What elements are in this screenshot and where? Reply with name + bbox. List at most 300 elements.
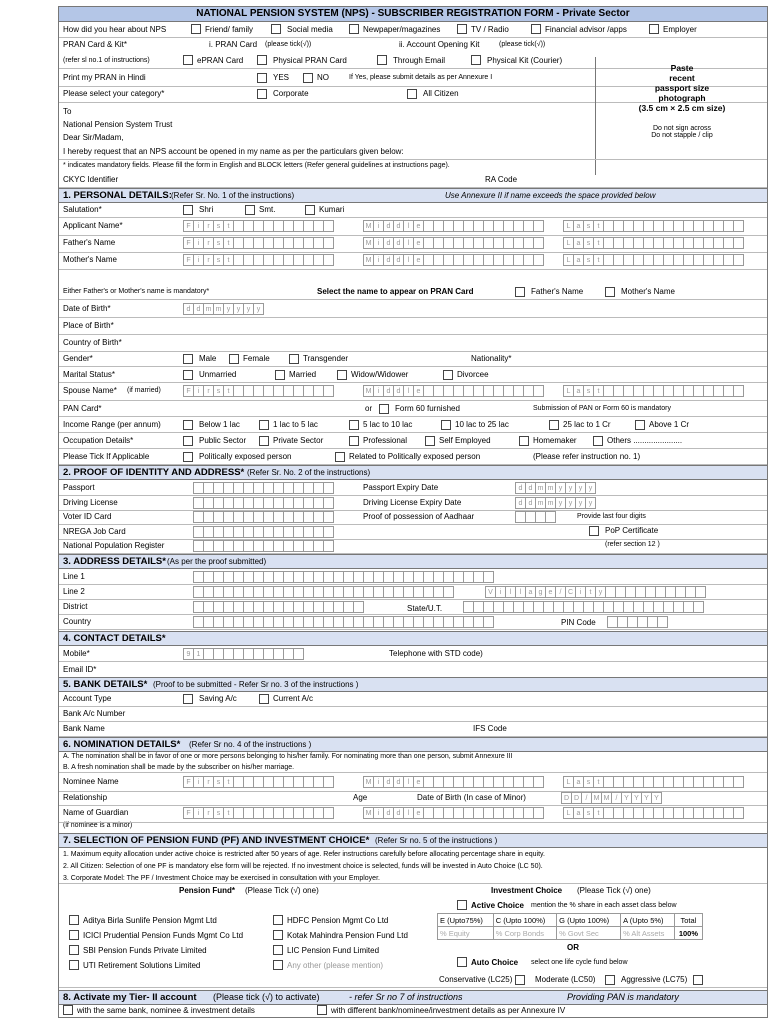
char-cell[interactable]: Y [641,792,652,804]
char-cell[interactable]: M [363,220,374,232]
char-cell[interactable]: F [183,237,194,249]
mobile-cells[interactable] [183,648,303,660]
occ-public-checkbox[interactable] [183,436,193,446]
char-cell[interactable]: m [545,497,556,509]
char-cell[interactable]: y [575,497,586,509]
tier2-diff-checkbox[interactable] [317,1005,327,1015]
asset-input[interactable]: % Govt Sec [557,927,621,940]
char-cell[interactable]: d [393,220,404,232]
expiry-cells[interactable] [515,497,595,509]
address-cells[interactable] [193,601,363,613]
char-cell[interactable]: t [223,385,234,397]
village-cells[interactable] [485,586,705,598]
heard-employer-checkbox[interactable] [649,24,659,34]
char-cell[interactable]: D [561,792,572,804]
char-cell[interactable]: i [193,385,204,397]
aadhaar-last4: Provide last four digits [577,513,646,520]
rpep-checkbox[interactable] [335,452,345,462]
char-cell[interactable] [323,776,334,788]
char-cell[interactable]: i [373,385,384,397]
occ-private-checkbox[interactable] [259,436,269,446]
occ-homemaker-checkbox[interactable] [519,436,529,446]
expiry-cells[interactable] [515,482,595,494]
section-4-title: 4. CONTACT DETAILS* [63,633,166,644]
char-cell[interactable]: e [413,776,424,788]
char-cell[interactable]: y [243,303,254,315]
char-cell[interactable]: s [213,776,224,788]
char-cell[interactable]: F [183,385,194,397]
name-cells[interactable] [363,807,543,819]
dl-expiry-label: Driving License Expiry Date [363,498,462,507]
poi-cells[interactable] [193,482,333,494]
char-cell[interactable] [533,254,544,266]
char-cell[interactable] [733,807,744,819]
char-cell[interactable] [323,385,334,397]
char-cell[interactable] [733,254,744,266]
char-cell[interactable] [733,385,744,397]
char-cell[interactable] [293,648,304,660]
occ-self-checkbox[interactable] [425,436,435,446]
asset-table [437,913,703,940]
address-cells[interactable] [193,586,453,598]
asset-input[interactable]: % Equity [438,927,494,940]
char-cell[interactable]: d [393,776,404,788]
char-cell[interactable]: y [575,482,586,494]
char-cell[interactable]: y [565,497,576,509]
char-cell[interactable]: e [413,385,424,397]
asset-input[interactable]: % Corp Bonds [493,927,556,940]
char-cell[interactable]: s [213,237,224,249]
char-cell[interactable]: i [373,807,384,819]
char-cell[interactable]: s [583,776,594,788]
income-6-checkbox[interactable] [635,420,645,430]
char-cell[interactable]: a [573,254,584,266]
section-1-title: 1. PERSONAL DETAILS: [63,190,172,201]
char-cell[interactable]: Y [621,792,632,804]
char-cell[interactable] [323,807,334,819]
char-cell[interactable]: t [593,807,604,819]
char-cell[interactable]: y [233,303,244,315]
unmarried-checkbox[interactable] [183,370,193,380]
occ-others-checkbox[interactable] [593,436,603,446]
name-cells[interactable] [183,776,333,788]
pf-note-2: 2. All Citizen: Selection of one PF is mandatory else form will be rejected. If no investment choice is selected, funds will be invested in Auto Choice (LC 50). [63,863,543,870]
kumari-checkbox[interactable] [305,205,315,215]
char-cell[interactable]: l [403,776,414,788]
char-cell[interactable]: t [223,776,234,788]
occ-opt: Homemaker [533,436,577,445]
address-cells[interactable] [193,616,493,628]
physical-pran-checkbox[interactable] [257,55,267,65]
pep-checkbox[interactable] [183,452,193,462]
section-3-title: 3. ADDRESS DETAILS* [63,556,166,567]
lc50-checkbox[interactable] [605,975,615,985]
name-cells[interactable] [183,237,333,249]
char-cell[interactable]: 9 [183,648,194,660]
heard-friend-checkbox[interactable] [191,24,201,34]
passport-expiry-label: Passport Expiry Date [363,483,439,492]
poi-cells[interactable] [193,511,333,523]
name-cells[interactable] [363,237,543,249]
name-cells[interactable] [363,220,543,232]
char-cell[interactable]: i [373,220,384,232]
char-cell[interactable]: M [591,792,602,804]
char-cell[interactable]: d [515,482,526,494]
char-cell[interactable]: M [363,807,374,819]
char-cell[interactable] [443,586,454,598]
char-cell[interactable]: s [583,254,594,266]
name-cells[interactable] [563,776,743,788]
char-cell[interactable]: y [223,303,234,315]
char-cell[interactable]: t [593,220,604,232]
char-cell[interactable]: d [393,385,404,397]
char-cell[interactable]: l [515,586,526,598]
char-cell[interactable]: r [203,807,214,819]
char-cell[interactable]: s [583,220,594,232]
char-cell[interactable]: r [203,385,214,397]
char-cell[interactable]: i [373,776,384,788]
category-opt: All Citizen [423,89,459,98]
pran-opt: Physical PRAN Card [273,56,347,65]
corporate-checkbox[interactable] [257,89,267,99]
widow-checkbox[interactable] [337,370,347,380]
shri-checkbox[interactable] [183,205,193,215]
char-cell[interactable]: l [403,220,414,232]
char-cell[interactable]: i [495,586,506,598]
name-cells[interactable] [183,220,333,232]
char-cell[interactable]: d [383,385,394,397]
char-cell[interactable]: y [555,482,566,494]
fund-checkbox[interactable] [273,930,283,940]
char-cell[interactable]: Y [631,792,642,804]
char-cell[interactable]: s [213,807,224,819]
asset-input[interactable]: % Alt Assets [621,927,675,940]
char-cell[interactable]: i [193,807,204,819]
dob-label: Date of Birth* [63,304,111,313]
female-checkbox[interactable] [229,354,239,364]
char-cell[interactable] [695,586,706,598]
char-cell[interactable]: l [403,254,414,266]
char-cell[interactable]: g [535,586,546,598]
char-cell[interactable] [323,220,334,232]
char-cell[interactable]: s [583,385,594,397]
char-cell[interactable] [323,254,334,266]
hindi-no-checkbox[interactable] [303,73,313,83]
char-cell[interactable]: d [525,482,536,494]
char-cell[interactable]: t [585,586,596,598]
char-cell[interactable]: i [193,237,204,249]
char-cell[interactable]: / [611,792,622,804]
poi-label: National Population Register [63,541,165,550]
char-cell[interactable]: y [585,497,596,509]
char-cell[interactable]: i [373,254,384,266]
char-cell[interactable]: d [383,807,394,819]
char-cell[interactable]: e [413,254,424,266]
char-cell[interactable]: M [363,776,374,788]
char-cell[interactable] [733,237,744,249]
lc25-checkbox[interactable] [515,975,525,985]
lc75-checkbox[interactable] [693,975,703,985]
occ-professional-checkbox[interactable] [349,436,359,446]
char-cell[interactable]: C [565,586,576,598]
saving-checkbox[interactable] [183,694,193,704]
char-cell[interactable]: l [403,237,414,249]
char-cell[interactable]: d [393,254,404,266]
bank-name-label: Bank Name [63,724,105,733]
male-checkbox[interactable] [183,354,193,364]
nomination-a: A. The nomination shall be in favor of one or more persons belonging to his/her family. For nominating more than one person, submit Annexure III [63,753,513,760]
char-cell[interactable]: m [545,482,556,494]
char-cell[interactable]: M [363,254,374,266]
char-cell[interactable]: m [213,303,224,315]
char-cell[interactable]: a [573,807,584,819]
char-cell[interactable]: 1 [193,648,204,660]
name-cells[interactable] [563,220,743,232]
char-cell[interactable]: i [193,254,204,266]
char-cell[interactable]: m [203,303,214,315]
char-cell[interactable]: s [213,385,224,397]
heard-news-checkbox[interactable] [349,24,359,34]
form60-checkbox[interactable] [379,404,389,414]
char-cell[interactable]: L [563,220,574,232]
char-cell[interactable]: F [183,254,194,266]
poi-cells[interactable] [193,540,333,552]
current-checkbox[interactable] [259,694,269,704]
income-3-checkbox[interactable] [349,420,359,430]
char-cell[interactable] [323,540,334,552]
char-cell[interactable]: r [203,776,214,788]
char-cell[interactable]: e [413,237,424,249]
char-cell[interactable]: d [183,303,194,315]
char-cell[interactable] [323,497,334,509]
tier2-same-label: with the same bank, nominee & investment details [77,1006,255,1015]
char-cell[interactable]: d [393,807,404,819]
fund-checkbox[interactable] [69,930,79,940]
char-cell[interactable]: L [563,254,574,266]
char-cell[interactable]: V [485,586,496,598]
char-cell[interactable] [733,220,744,232]
all-citizen-checkbox[interactable] [407,89,417,99]
char-cell[interactable]: t [593,385,604,397]
aadhaar-cells[interactable] [515,511,555,523]
char-cell[interactable]: t [593,237,604,249]
char-cell[interactable] [323,237,334,249]
poi-cells[interactable] [193,526,333,538]
char-cell[interactable]: D [571,792,582,804]
fund-checkbox[interactable] [69,945,79,955]
pin-cells[interactable] [607,616,667,628]
char-cell[interactable]: t [223,237,234,249]
fund-checkbox[interactable] [273,960,283,970]
fund-checkbox[interactable] [273,915,283,925]
father-name-checkbox[interactable] [515,287,525,297]
char-cell[interactable] [545,511,556,523]
char-cell[interactable]: M [601,792,612,804]
char-cell[interactable]: y [595,586,606,598]
char-cell[interactable]: L [563,237,574,249]
fund-name: ICICI Prudential Pension Funds Mgmt Co Ltd [83,931,244,940]
char-cell[interactable] [483,571,494,583]
char-cell[interactable]: t [593,254,604,266]
section-5-title: 5. BANK DETAILS* [63,679,148,690]
fund-checkbox[interactable] [69,915,79,925]
pob-label: Place of Birth* [63,321,114,330]
email-label: Email ID* [63,665,97,674]
char-cell[interactable]: / [555,586,566,598]
char-cell[interactable]: y [585,482,596,494]
char-cell[interactable]: s [583,237,594,249]
name-cells[interactable] [563,254,743,266]
aadhaar-label: Proof of possession of Aadhaar [363,512,475,521]
char-cell[interactable]: y [565,482,576,494]
char-cell[interactable]: s [583,807,594,819]
char-cell[interactable]: l [505,586,516,598]
auto-choice-checkbox[interactable] [457,957,467,967]
char-cell[interactable]: r [203,237,214,249]
income-opt: 1 lac to 5 lac [273,420,318,429]
char-cell[interactable]: i [193,776,204,788]
heard-tv-checkbox[interactable] [457,24,467,34]
spouse-cells[interactable] [363,385,543,397]
section-2-sub: (Refer Sr. No. 2 of the instructions) [247,468,371,477]
char-cell[interactable] [483,616,494,628]
char-cell[interactable]: t [593,776,604,788]
heard-advisor-checkbox[interactable] [531,24,541,34]
char-cell[interactable]: m [535,497,546,509]
char-cell[interactable]: r [203,220,214,232]
char-cell[interactable]: d [383,776,394,788]
char-cell[interactable]: a [525,586,536,598]
char-cell[interactable]: Y [651,792,662,804]
char-cell[interactable]: i [193,220,204,232]
char-cell[interactable]: d [193,303,204,315]
char-cell[interactable]: t [223,807,234,819]
char-cell[interactable] [657,616,668,628]
photo-text: (3.5 cm × 2.5 cm size) [638,103,726,113]
poi-cells[interactable] [193,497,333,509]
income-1-checkbox[interactable] [183,420,193,430]
name-cells[interactable] [563,237,743,249]
dob-cells[interactable] [183,303,263,315]
char-cell[interactable]: s [213,220,224,232]
char-cell[interactable]: d [515,497,526,509]
name-cells[interactable] [363,776,543,788]
income-2-checkbox[interactable] [259,420,269,430]
char-cell[interactable] [323,511,334,523]
char-cell[interactable]: F [183,220,194,232]
photo-text: passport size [654,83,710,93]
fund-name: Aditya Birla Sunlife Pension Mgmt Ltd [83,916,217,925]
epran-checkbox[interactable] [183,55,193,65]
char-cell[interactable] [733,776,744,788]
address-cells[interactable] [193,571,493,583]
name-cells[interactable] [183,254,333,266]
char-cell[interactable] [693,601,704,613]
active-note: mention the % share in each asset class below [531,902,677,909]
char-cell[interactable] [533,776,544,788]
char-cell[interactable]: t [223,220,234,232]
transgender-checkbox[interactable] [289,354,299,364]
char-cell[interactable]: a [573,385,584,397]
char-cell[interactable]: l [403,385,414,397]
char-cell[interactable]: F [183,807,194,819]
poi-label: Driving License [63,497,118,507]
char-cell[interactable]: e [545,586,556,598]
pf-note-1: 1. Maximum equity allocation under active choice is restricted after 50 years of age. Refer instructions carefully before allocating percentage share in equity. [63,851,545,858]
active-choice-checkbox[interactable] [457,900,467,910]
char-cell[interactable]: t [223,254,234,266]
char-cell[interactable]: i [575,586,586,598]
char-cell[interactable]: F [183,776,194,788]
state-cells[interactable] [463,601,703,613]
char-cell[interactable]: d [383,220,394,232]
char-cell[interactable]: L [563,807,574,819]
char-cell[interactable]: y [253,303,264,315]
tier2-same-checkbox[interactable] [63,1005,73,1015]
char-cell[interactable]: a [573,237,584,249]
char-cell[interactable]: a [573,776,584,788]
char-cell[interactable]: L [563,385,574,397]
char-cell[interactable]: l [403,807,414,819]
name-cells[interactable] [183,807,333,819]
smt-checkbox[interactable] [245,205,255,215]
char-cell[interactable]: m [535,482,546,494]
char-cell[interactable] [323,482,334,494]
heard-opt: TV / Radio [471,25,509,34]
name-cells[interactable] [363,254,543,266]
char-cell[interactable]: M [363,237,374,249]
char-cell[interactable]: e [413,220,424,232]
char-cell[interactable] [533,220,544,232]
char-cell[interactable]: d [525,497,536,509]
spouse-cells[interactable] [563,385,743,397]
char-cell[interactable]: e [413,807,424,819]
char-cell[interactable]: / [581,792,592,804]
char-cell[interactable] [533,385,544,397]
char-cell[interactable]: y [555,497,566,509]
fund-checkbox[interactable] [273,945,283,955]
char-cell[interactable]: d [383,237,394,249]
hindi-yes-checkbox[interactable] [257,73,267,83]
spouse-cells[interactable] [183,385,333,397]
occ-opt: Private Sector [273,436,324,445]
married-checkbox[interactable] [275,370,285,380]
char-cell[interactable]: d [393,237,404,249]
heard-social-checkbox[interactable] [271,24,281,34]
char-cell[interactable]: a [573,220,584,232]
char-cell[interactable]: d [383,254,394,266]
mother-name-checkbox[interactable] [605,287,615,297]
divorcee-checkbox[interactable] [443,370,453,380]
fund-checkbox[interactable] [69,960,79,970]
char-cell[interactable] [533,237,544,249]
asset-input[interactable]: 100% [674,927,702,940]
name-cells[interactable] [563,807,743,819]
char-cell[interactable]: i [373,237,384,249]
char-cell[interactable] [323,526,334,538]
income-4-checkbox[interactable] [441,420,451,430]
char-cell[interactable] [353,601,364,613]
dob-minor-cells[interactable] [561,792,661,804]
kit-courier-checkbox[interactable] [471,55,481,65]
kit-email-checkbox[interactable] [377,55,387,65]
char-cell[interactable]: L [563,776,574,788]
char-cell[interactable]: M [363,385,374,397]
char-cell[interactable]: s [213,254,224,266]
char-cell[interactable]: r [203,254,214,266]
income-5-checkbox[interactable] [549,420,559,430]
char-cell[interactable] [533,807,544,819]
